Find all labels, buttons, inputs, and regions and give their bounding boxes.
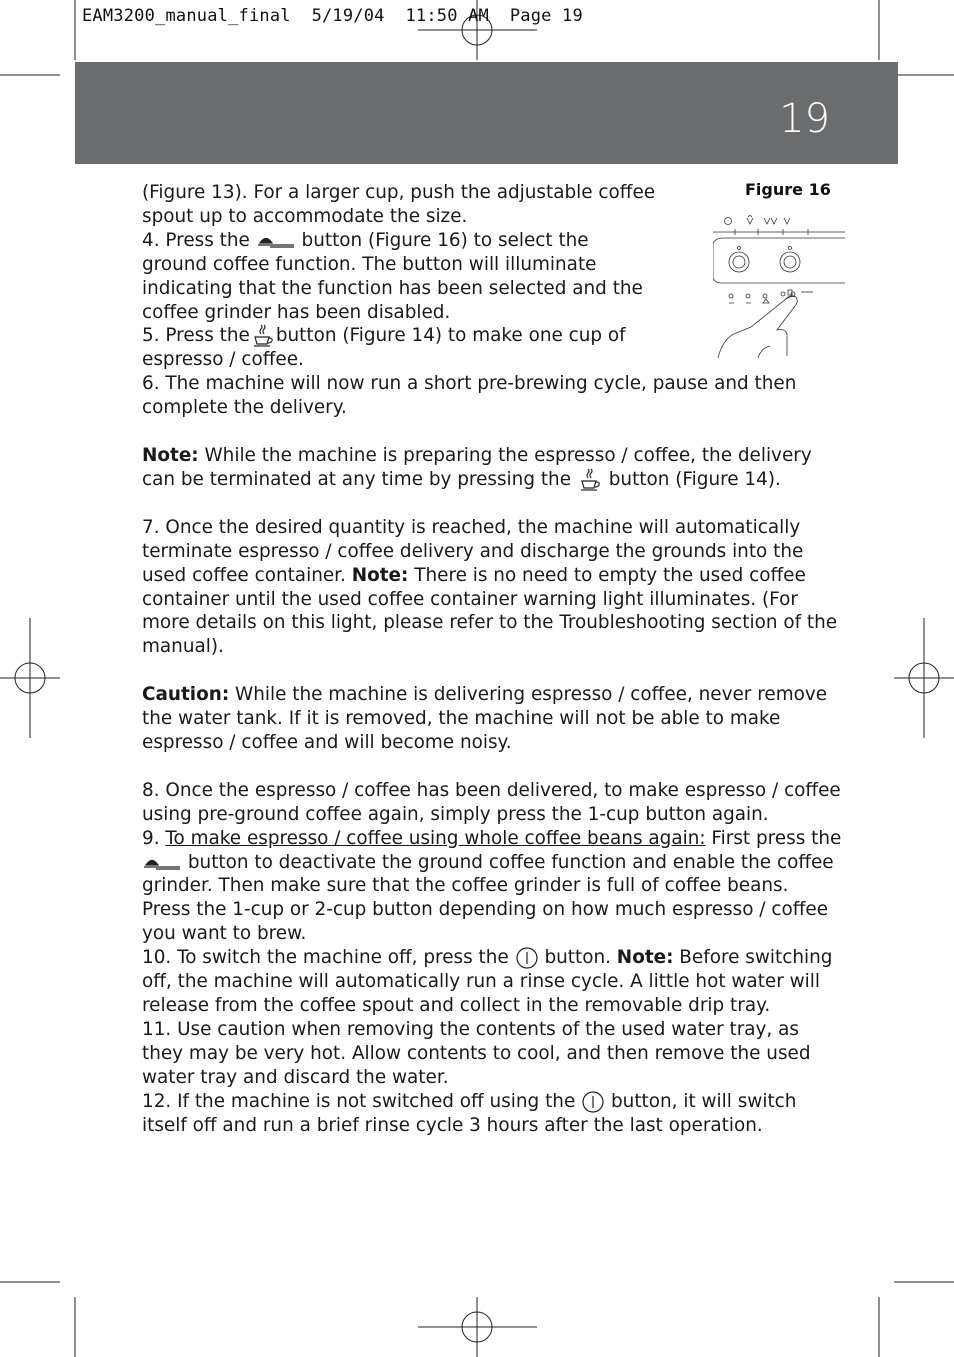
paragraph-step-12 <box>142 1090 842 1138</box>
step-4-end: button (Figure 16) to select the ground coffee function. The button will illuminate indicating that the function has been selected and the coffee grinder has been disabled. <box>142 229 643 323</box>
step-9-heading: To make espresso / coffee using whole coffee beans again: <box>165 827 706 849</box>
caution-text: While the machine is delivering espresso / coffee, never remove the water tank. If it is removed, the machine will not be able to make espresso / coffee and will become noisy. <box>142 684 828 753</box>
paragraph-step-11: 11. Use caution when removing the contents of the used water tray, as they may be very hot. Allow contents to cool, and then remove the used water tray and discard the water. <box>142 1018 811 1088</box>
note-paragraph <box>142 444 842 492</box>
note-text: While the machine is preparing the espresso / coffee, the delivery can be terminated at any time by pressing the <box>142 445 812 490</box>
power-icon <box>515 946 539 970</box>
figure-caption: Figure 16 <box>745 180 831 199</box>
note-text-end: button (Figure 14). <box>608 468 781 490</box>
step-5-end: button (Figure 14) to make one cup of espresso / coffee. <box>142 325 626 371</box>
step-9-start: First press the <box>705 827 842 849</box>
caution-label: Caution: <box>142 684 230 706</box>
header-band <box>75 62 898 164</box>
ground-coffee-scoop-icon <box>142 855 182 871</box>
step-4-start: 4. Press the <box>142 229 250 251</box>
step-7-note-text: There is no need to empty the used coffee container until the used coffee container warning light illuminates. (For more details on this light, please refer to the Troubleshooting section of the manual). <box>142 564 838 658</box>
power-icon <box>581 1090 605 1114</box>
paragraph-step-6: 6. The machine will now run a short pre-brewing cycle, pause and then complete the delivery. <box>142 373 797 419</box>
note-label: Note: <box>351 564 409 586</box>
caution-paragraph <box>142 683 842 755</box>
paragraph-step-8: 8. Once the espresso / coffee has been delivered, to make espresso / coffee using pre-ground coffee again, simply press the 1-cup button again. <box>142 779 841 825</box>
step-9-number: 9. <box>142 827 166 849</box>
page-number: 19 <box>779 96 830 142</box>
paragraph-step-7 <box>142 516 842 659</box>
note-label: Note: <box>142 445 199 467</box>
one-cup-icon <box>577 468 603 492</box>
text-beside-figure <box>142 181 657 372</box>
step-10-mid: button. <box>544 947 617 969</box>
step-7-text: 7. Once the desired quantity is reached, the machine will automatically terminate espresso / coffee delivery and discharge the grounds into the used coffee container. <box>142 516 804 586</box>
ground-coffee-scoop-icon <box>256 233 296 249</box>
paragraph-step-4 <box>142 229 657 325</box>
instructions-body <box>142 181 842 1138</box>
step-12-start: 12. If the machine is not switched off using the <box>142 1090 576 1112</box>
step-9-end: button to deactivate the ground coffee function and enable the coffee grinder. Then make sure that the coffee grinder is full of coffee beans. Press the 1-cup or 2-cup button depending on how much espresso / coffee you want to brew. <box>142 851 834 945</box>
note-label: Note: <box>616 947 674 969</box>
step-10-end: Before switching off, the machine will automatically run a rinse cycle. A little hot water will release from the coffee spout and collect in the removable drip tray. <box>142 947 833 1017</box>
paragraph-step-9 <box>142 827 842 947</box>
paragraph-step-5 <box>142 324 657 372</box>
one-cup-icon <box>250 324 276 348</box>
step-10-start: 10. To switch the machine off, press the <box>142 947 509 969</box>
print-slug: EAM3200_manual_final 5/19/04 11:50 AM Page 19 <box>82 6 583 26</box>
step-12-end: button, it will switch itself off and run a brief rinse cycle 3 hours after the last operation. <box>142 1090 797 1136</box>
paragraph: (Figure 13). For a larger cup, push the adjustable coffee spout up to accommodate the size. <box>142 182 656 227</box>
paragraph-step-10 <box>142 946 842 1018</box>
step-5-start: 5. Press the <box>142 325 250 347</box>
